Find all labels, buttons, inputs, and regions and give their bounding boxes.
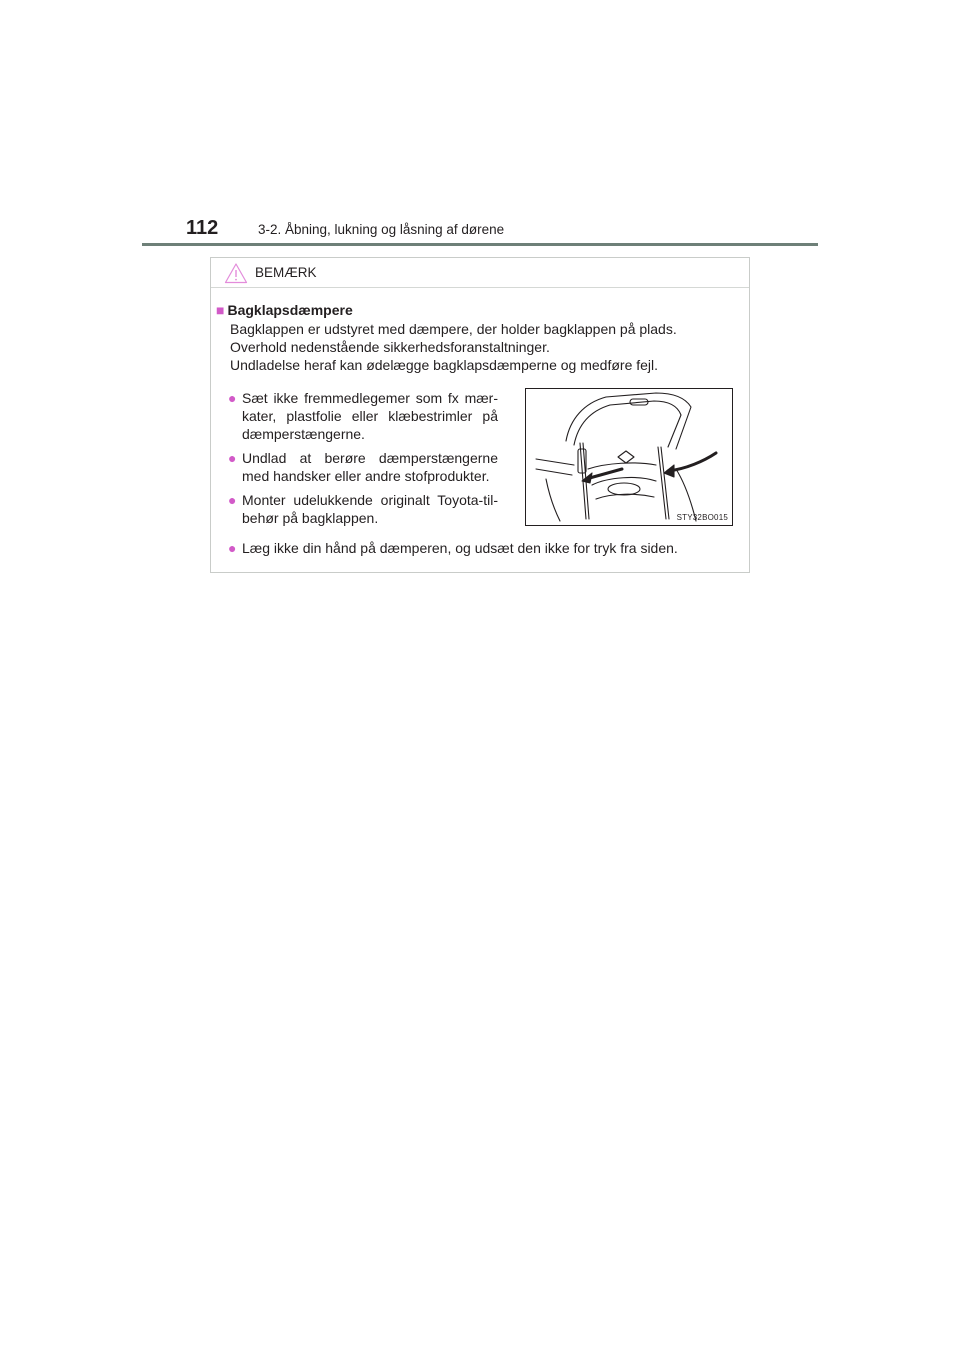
notice-heading xyxy=(216,301,353,319)
bullet-dot-icon: ● xyxy=(228,450,237,466)
intro-line: Overhold nedenstående sikkerhedsforanstaltninger. xyxy=(230,339,550,355)
page-number: 112 xyxy=(186,217,219,239)
intro-line: Bagklappen er udstyret med dæmpere, der holder bagklappen på plads. xyxy=(230,321,677,337)
notice-heading-text: Bagklapsdæmpere xyxy=(227,302,353,318)
section-title: 3-2. Åbning, lukning og låsning af dørene xyxy=(258,222,505,237)
list-item-text: Læg ikke din hånd på dæmperen, og udsæt den ikke for tryk fra siden. xyxy=(242,540,678,556)
square-bullet-icon: ■ xyxy=(216,302,225,318)
list-item-text: Monter udelukkende originalt Toyota-til-behør på bagklappen. xyxy=(242,492,498,526)
list-item xyxy=(216,389,498,443)
tailgate-damper-illustration xyxy=(525,388,733,526)
list-item xyxy=(216,491,498,527)
tailgate-drawing xyxy=(526,389,732,525)
intro-line: Undladelse heraf kan ødelægge bagklapsdæmperne og medføre fejl. xyxy=(230,357,659,373)
list-item-text: Sæt ikke fremmedlegemer som fx mær-kater, plastfolie eller klæbestrimler på dæmperstængerne. xyxy=(242,390,498,442)
list-item xyxy=(216,449,498,485)
bullet-dot-icon: ● xyxy=(228,492,237,508)
notice-intro xyxy=(230,320,740,374)
notice-label: BEMÆRK xyxy=(255,265,317,280)
notice-box xyxy=(210,257,750,573)
header-rule xyxy=(142,243,818,246)
bullet-list xyxy=(216,389,498,533)
bullet-dot-icon: ● xyxy=(228,390,237,406)
list-item-text: Undlad at berøre dæmperstængerne med handsker eller andre stofprodukter. xyxy=(242,450,498,484)
figure-code: STY32BO015 xyxy=(676,513,728,522)
bullet-dot-icon: ● xyxy=(228,540,237,556)
list-item xyxy=(216,539,762,557)
warning-triangle-icon xyxy=(224,262,248,284)
notice-header xyxy=(211,258,749,288)
